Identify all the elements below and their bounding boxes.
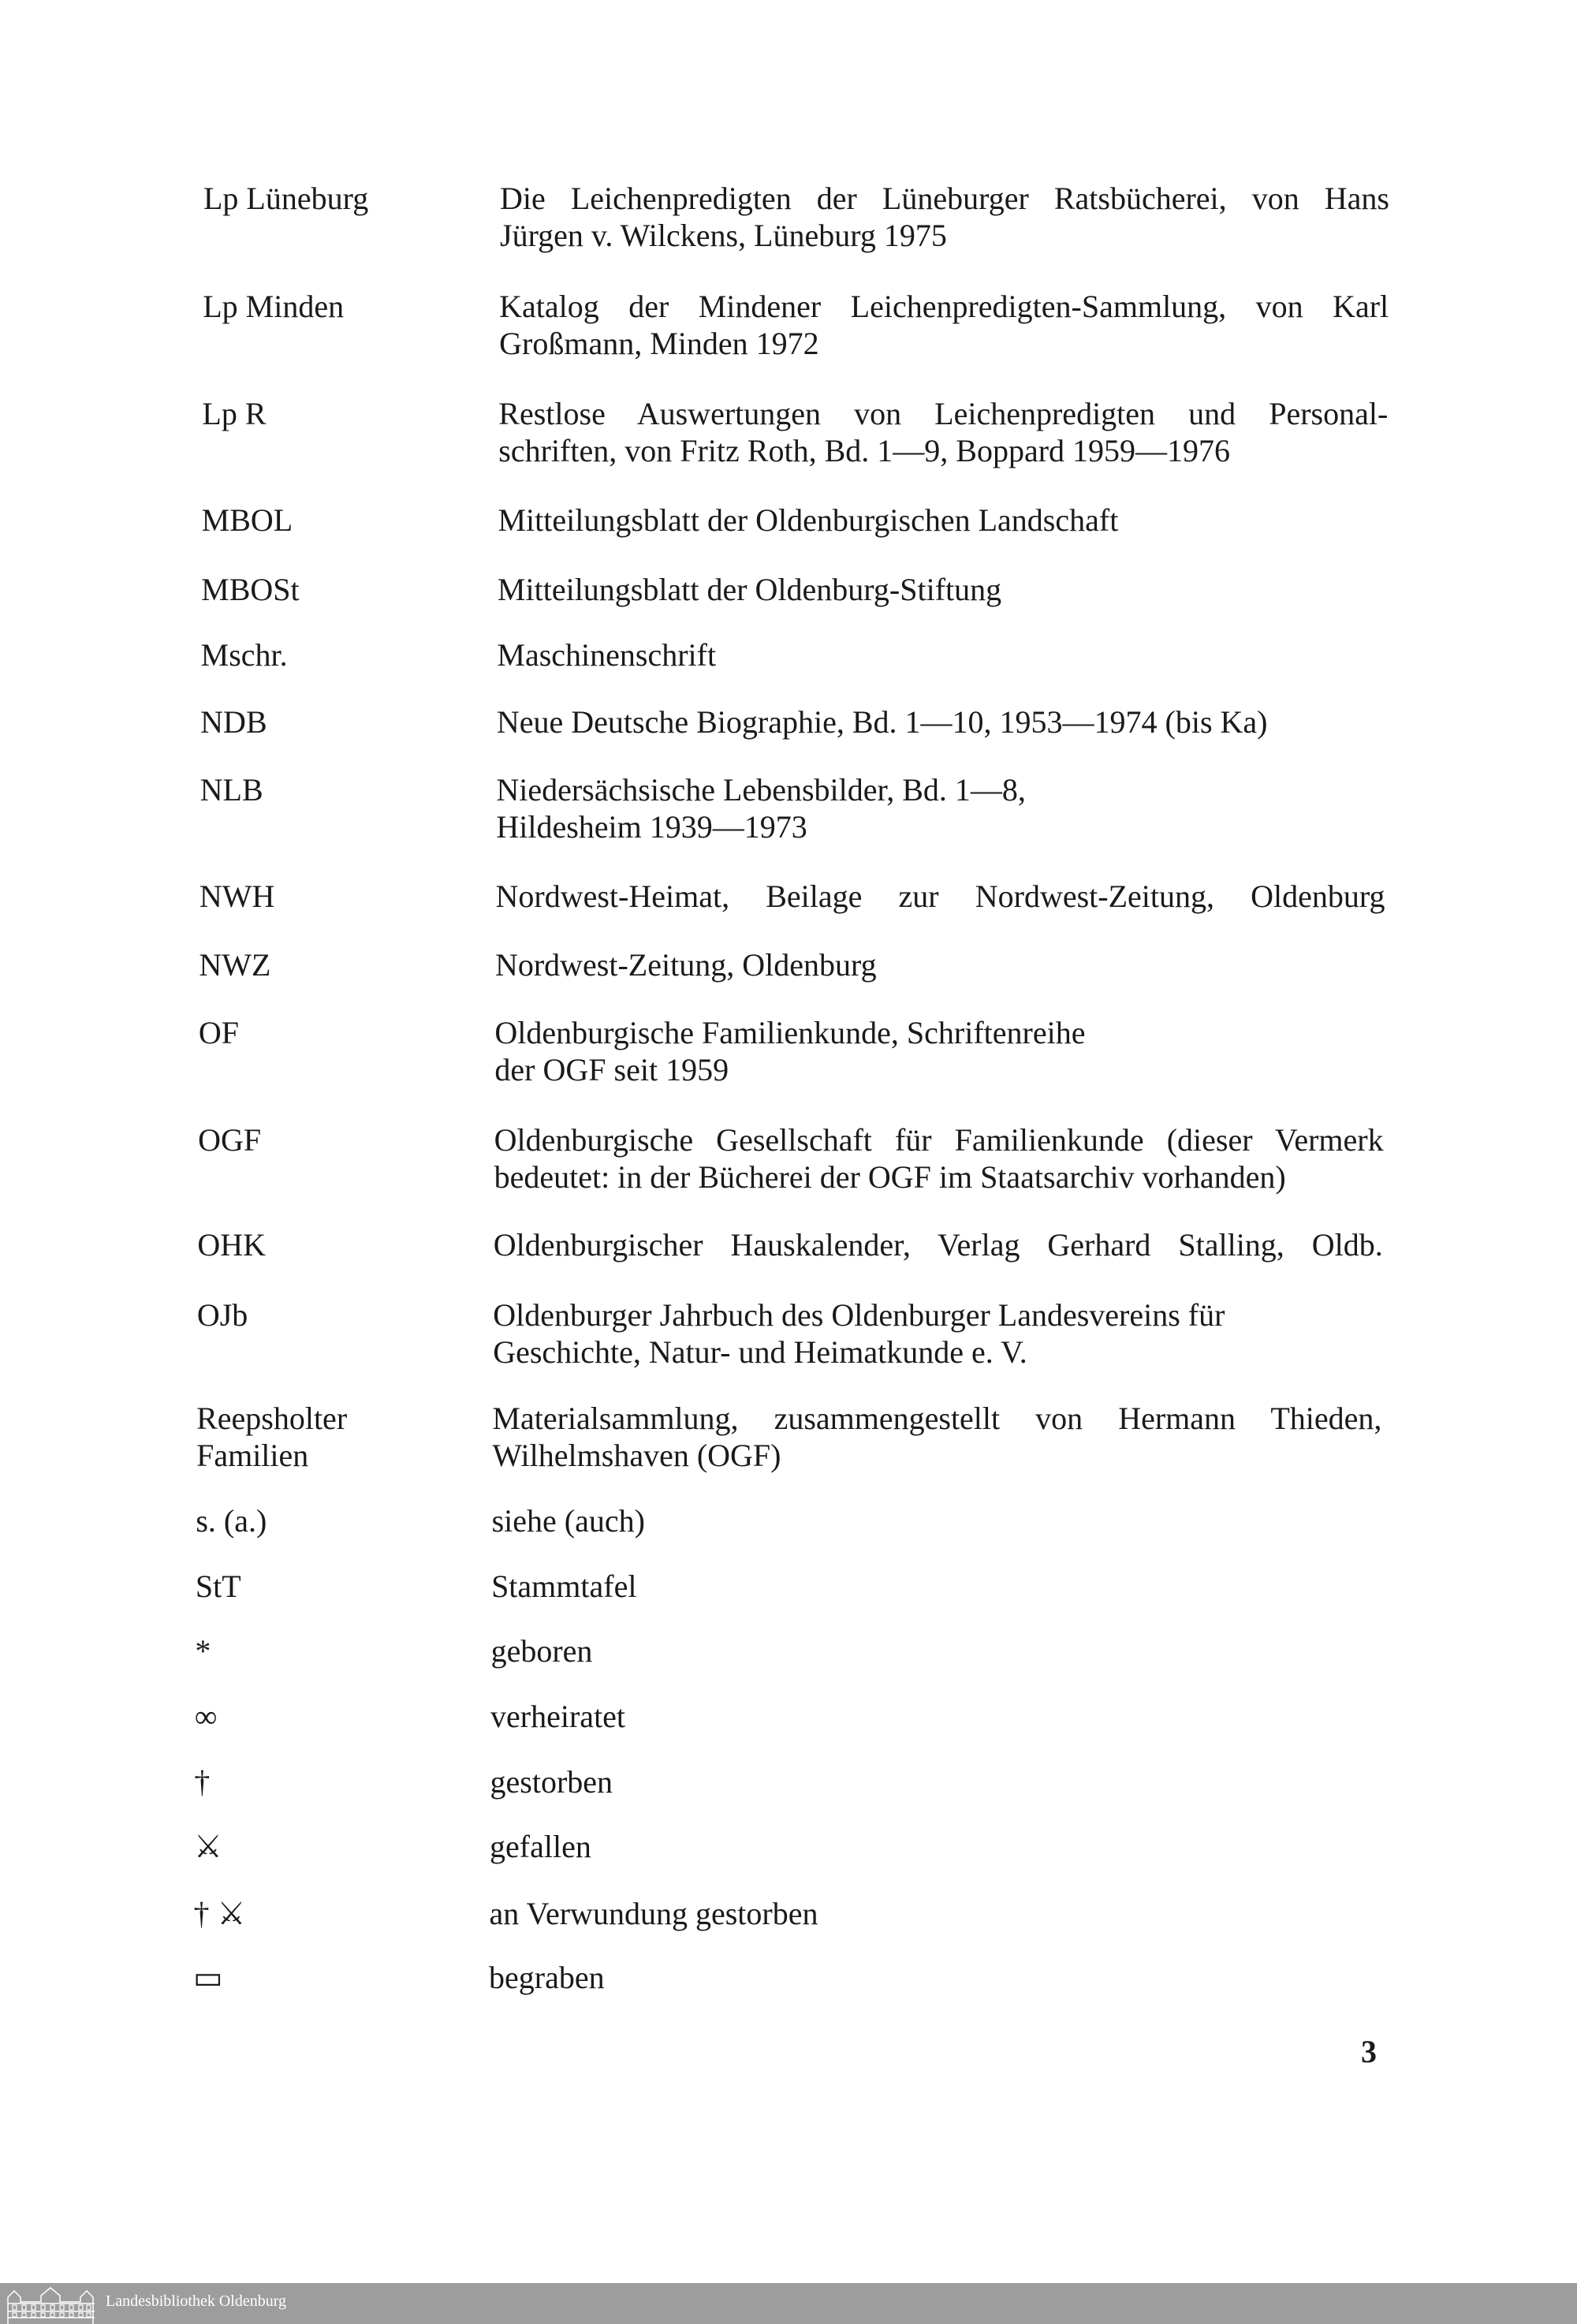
term-line: NWZ — [199, 947, 271, 983]
description-line: Mitteilungsblatt der Oldenburg-Stiftung — [497, 572, 1002, 607]
term-line: OF — [198, 1015, 240, 1050]
term-line: Lp R — [202, 396, 267, 431]
abbreviation-description — [492, 1400, 1381, 1474]
term-line: Reepsholter — [196, 1401, 348, 1436]
term-line: † ⚔ — [193, 1896, 246, 1931]
term-line: s. (a.) — [196, 1503, 267, 1539]
description-line: Restlose Auswertungen von Leichenpredigten und Personal- — [498, 396, 1389, 431]
abbreviation-description — [497, 703, 1386, 740]
description-line: begraben — [489, 1960, 605, 1995]
term-line: Lp Minden — [203, 289, 345, 324]
term-line: ⚔ — [193, 1829, 222, 1864]
rectangle-icon — [193, 1959, 223, 1996]
abbreviation-term — [198, 1121, 261, 1158]
description-line: Jürgen v. Wilckens, Lüneburg 1975 — [500, 218, 947, 253]
description-line: Nordwest-Heimat, Beilage zur Nordwest-Zeitung, Oldenburg — [495, 878, 1385, 914]
description-line: Nordwest-Zeitung, Oldenburg — [494, 947, 877, 983]
abbreviation-description — [499, 288, 1389, 362]
abbreviation-term — [200, 771, 263, 808]
abbreviation-term — [201, 636, 288, 673]
abbreviation-description — [495, 946, 1385, 983]
abbreviation-description — [500, 180, 1389, 254]
description-line: Großmann, Minden 1972 — [499, 326, 819, 361]
term-line: NLB — [199, 772, 263, 808]
abbreviation-term — [200, 703, 267, 740]
asterisk-icon — [195, 1632, 211, 1669]
library-building-logo — [6, 2286, 96, 2324]
description-line: Materialsammlung, zusammengestellt von Hermann Thieden, — [492, 1401, 1382, 1436]
term-line: MBOL — [201, 502, 293, 538]
abbreviation-term — [199, 946, 270, 983]
description-line: geboren — [490, 1633, 593, 1669]
description-line: schriften, von Fritz Roth, Bd. 1—9, Boppard 1959—1976 — [498, 433, 1231, 468]
crossed-swords-icon — [194, 1828, 222, 1865]
description-line: Oldenburgische Familienkunde, Schriftenreihe — [494, 1015, 1086, 1050]
abbreviation-term — [202, 502, 293, 539]
description-line: Geschichte, Natur- und Heimatkunde e. V. — [493, 1334, 1027, 1370]
page-number: 3 — [1361, 2034, 1377, 2069]
abbreviation-term — [196, 1502, 267, 1539]
footer-label: Landesbibliothek Oldenburg — [106, 2292, 287, 2310]
abbreviation-description — [496, 771, 1385, 845]
abbreviation-description — [498, 571, 1387, 608]
abbreviation-description — [494, 1121, 1384, 1196]
abbreviation-description — [492, 1502, 1381, 1539]
description-line: verheiratet — [490, 1699, 626, 1734]
description-line: gestorben — [490, 1764, 613, 1800]
description-line: Oldenburger Jahrbuch des Oldenburger Landesvereins für — [493, 1297, 1225, 1333]
term-line: OJb — [196, 1297, 248, 1333]
abbreviation-description — [490, 1828, 1379, 1865]
abbreviation-description — [489, 1959, 1378, 1996]
footer-bar — [0, 2283, 1577, 2324]
term-line: Lp Lüneburg — [203, 181, 369, 216]
description-line: Stammtafel — [491, 1569, 637, 1604]
dagger-icon — [194, 1763, 210, 1800]
description-line: Oldenburgischer Hauskalender, Verlag Gerhard Stalling, Oldb. — [493, 1227, 1383, 1263]
abbreviation-description — [491, 1568, 1381, 1605]
term-line: NWH — [199, 878, 275, 914]
abbreviation-description — [490, 1895, 1379, 1932]
abbreviation-description — [491, 1632, 1381, 1669]
term-line: ∞ — [194, 1699, 218, 1734]
infinity-icon — [195, 1698, 218, 1735]
term-line: Mschr. — [200, 637, 288, 673]
term-line: ▭ — [193, 1960, 223, 1995]
abbreviation-term — [203, 180, 368, 217]
term-line: * — [195, 1633, 211, 1669]
term-line: Familien — [196, 1438, 309, 1473]
abbreviation-description — [490, 1763, 1380, 1800]
term-line: OHK — [197, 1227, 267, 1263]
description-line: Neue Deutsche Biographie, Bd. 1—10, 1953—1974 (bis Ka) — [496, 704, 1268, 740]
dagger-crossed-swords-icon — [193, 1895, 245, 1932]
description-line: gefallen — [490, 1829, 591, 1864]
abbreviation-term — [196, 1400, 347, 1474]
abbreviation-description — [497, 636, 1386, 673]
abbreviation-term — [199, 1014, 239, 1051]
description-line: Die Leichenpredigten der Lüneburger Ratsbücherei, von Hans — [500, 181, 1389, 216]
abbreviation-description — [490, 1698, 1380, 1735]
abbreviation-term — [197, 1296, 248, 1334]
abbreviation-term — [197, 1226, 266, 1263]
abbreviation-description — [496, 878, 1385, 915]
abbreviation-description — [494, 1014, 1384, 1088]
description-line: Wilhelmshaven (OGF) — [492, 1438, 781, 1473]
description-line: Oldenburgische Gesellschaft für Familienkunde (dieser Vermerk — [494, 1122, 1384, 1158]
description-line: an Verwundung gestorben — [489, 1896, 818, 1931]
term-line: StT — [195, 1569, 241, 1604]
description-line: siehe (auch) — [491, 1503, 645, 1539]
description-line: Niedersächsische Lebensbilder, Bd. 1—8, — [496, 772, 1026, 808]
description-line: Mitteilungsblatt der Oldenburgischen Landschaft — [498, 502, 1119, 538]
term-line: OGF — [198, 1122, 262, 1158]
abbreviation-description — [498, 502, 1387, 539]
abbreviation-term — [199, 878, 275, 915]
abbreviation-term — [196, 1568, 241, 1605]
description-line: Hildesheim 1939—1973 — [496, 809, 807, 845]
term-line: NDB — [200, 704, 267, 740]
abbreviation-description — [498, 395, 1388, 469]
abbreviation-term — [202, 395, 266, 432]
description-line: der OGF seit 1959 — [494, 1052, 729, 1087]
description-line: Maschinenschrift — [497, 637, 717, 673]
abbreviation-term — [203, 288, 344, 325]
description-line: Katalog der Mindener Leichenpredigten-Sammlung, von Karl — [499, 289, 1389, 324]
term-line: MBOSt — [201, 572, 300, 607]
abbreviation-description — [494, 1226, 1383, 1263]
description-line: bedeutet: in der Bücherei der OGF im Staatsarchiv vorhanden) — [494, 1159, 1286, 1195]
abbreviation-term — [201, 571, 300, 608]
term-line: † — [194, 1764, 211, 1800]
abbreviation-description — [493, 1296, 1382, 1371]
